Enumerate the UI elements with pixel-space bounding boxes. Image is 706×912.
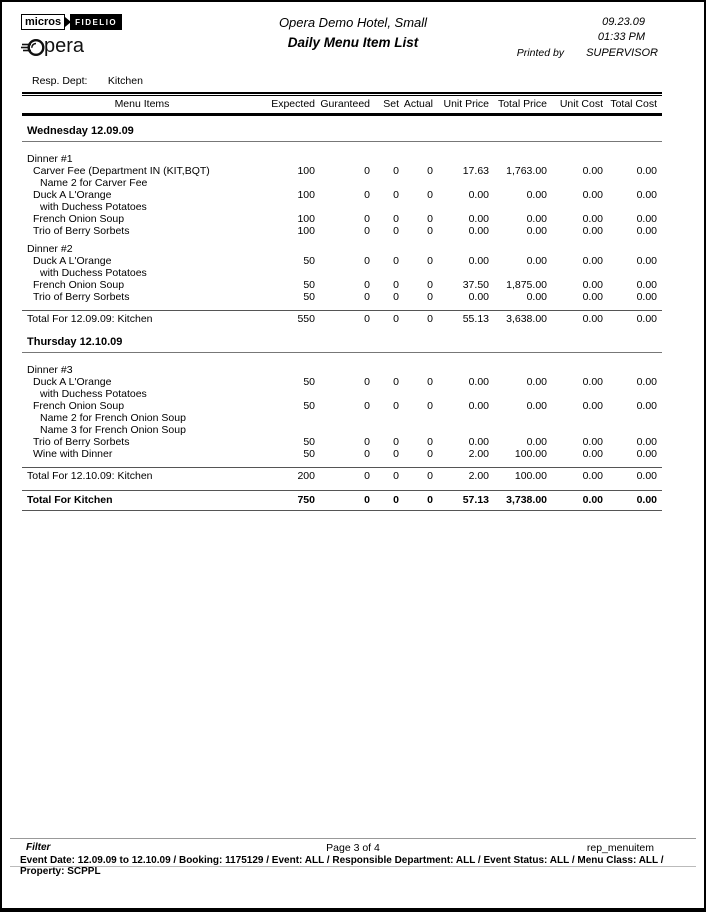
micros-logo: micros bbox=[21, 14, 65, 30]
section-total-value-7: 0.00 bbox=[582, 313, 603, 325]
menu-item-row bbox=[22, 256, 662, 267]
column-header-4: Actual bbox=[403, 98, 433, 110]
menu-item-value-1: 50 bbox=[303, 376, 315, 388]
menu-item-value-2: 0 bbox=[364, 291, 370, 303]
menu-item-value-6: 0.00 bbox=[526, 189, 547, 201]
menu-item-value-2: 0 bbox=[364, 279, 370, 291]
grand-total-value-6: 3,738.00 bbox=[506, 494, 547, 506]
section-total-row bbox=[22, 467, 662, 484]
menu-item-row-label: Carver Fee (Department IN (KIT,BQT) bbox=[33, 165, 210, 177]
menu-item-value-5: 17.63 bbox=[462, 165, 489, 177]
menu-item-value-3: 0 bbox=[393, 225, 399, 237]
menu-item-value-1: 50 bbox=[303, 291, 315, 303]
arrow-right-icon bbox=[65, 17, 71, 27]
section-total-row-label: Total For 12.09.09: Kitchen bbox=[27, 313, 153, 325]
section-total-value-2: 0 bbox=[364, 313, 370, 325]
menu-item-value-2: 0 bbox=[364, 436, 370, 448]
menu-item-row-label: Duck A L'Orange bbox=[33, 255, 112, 267]
menu-item-value-8: 0.00 bbox=[636, 376, 657, 388]
menu-item-subvalue-4 bbox=[399, 268, 433, 279]
menu-item-subname-row-label: with Duchess Potatoes bbox=[40, 201, 147, 213]
printed-by-row bbox=[428, 45, 658, 61]
menu-item-subname-row bbox=[22, 178, 662, 189]
date-section-rule bbox=[22, 141, 662, 142]
grand-total-value-8: 0.00 bbox=[636, 494, 657, 506]
print-date: 09.23.09 bbox=[602, 16, 645, 28]
hotel-name: Opera Demo Hotel, Small bbox=[278, 15, 428, 30]
resp-dept-value: Kitchen bbox=[107, 75, 143, 87]
menu-item-subvalue-4 bbox=[399, 425, 433, 436]
filter-label: Filter bbox=[26, 842, 51, 853]
menu-item-subvalue-2 bbox=[315, 178, 370, 189]
menu-item-subvalue-6 bbox=[489, 268, 547, 279]
menu-item-value-2: 0 bbox=[364, 225, 370, 237]
menu-item-value-3: 0 bbox=[393, 291, 399, 303]
menu-item-value-8: 0.00 bbox=[636, 400, 657, 412]
menu-item-value-1: 50 bbox=[303, 255, 315, 267]
date-section-heading: Wednesday 12.09.09 bbox=[27, 125, 134, 137]
menu-item-value-1: 50 bbox=[303, 279, 315, 291]
menu-item-value-1: 100 bbox=[297, 189, 315, 201]
menu-item-subvalue-7 bbox=[547, 202, 603, 213]
menu-item-value-2: 0 bbox=[364, 213, 370, 225]
section-total-value-4: 0 bbox=[427, 313, 433, 325]
menu-item-row-label: Wine with Dinner bbox=[33, 448, 113, 460]
print-time: 01:33 PM bbox=[597, 31, 645, 43]
menu-item-subvalue-1 bbox=[262, 425, 315, 436]
menu-item-value-7: 0.00 bbox=[582, 255, 603, 267]
menu-item-subvalue-7 bbox=[547, 413, 603, 424]
column-header-1: Expected bbox=[271, 98, 315, 110]
menu-item-subvalue-6 bbox=[489, 202, 547, 213]
menu-item-value-7: 0.00 bbox=[582, 448, 603, 460]
footer-top-rule bbox=[10, 838, 696, 839]
menu-group bbox=[22, 365, 662, 460]
menu-item-value-5: 0.00 bbox=[468, 400, 489, 412]
menu-item-value-4: 0 bbox=[427, 448, 433, 460]
menu-item-value-3: 0 bbox=[393, 436, 399, 448]
column-header-2: Guranteed bbox=[320, 98, 370, 110]
menu-item-value-1: 100 bbox=[297, 213, 315, 225]
grand-total-value-3: 0 bbox=[393, 494, 399, 506]
menu-item-value-7: 0.00 bbox=[582, 213, 603, 225]
menu-item-value-3: 0 bbox=[393, 165, 399, 177]
menu-item-value-1: 50 bbox=[303, 400, 315, 412]
menu-item-subvalue-8 bbox=[603, 413, 657, 424]
menu-item-subvalue-8 bbox=[603, 389, 657, 400]
menu-item-value-8: 0.00 bbox=[636, 436, 657, 448]
menu-group-title: Dinner #3 bbox=[27, 364, 73, 376]
menu-item-row bbox=[22, 401, 662, 412]
menu-item-value-8: 0.00 bbox=[636, 225, 657, 237]
menu-item-subvalue-4 bbox=[399, 178, 433, 189]
menu-item-value-8: 0.00 bbox=[636, 213, 657, 225]
section-total-value-6: 3,638.00 bbox=[506, 313, 547, 325]
menu-item-value-4: 0 bbox=[427, 291, 433, 303]
menu-item-subvalue-6 bbox=[489, 389, 547, 400]
menu-item-value-8: 0.00 bbox=[636, 279, 657, 291]
menu-item-value-8: 0.00 bbox=[636, 165, 657, 177]
menu-group bbox=[22, 154, 662, 237]
menu-item-subvalue-5 bbox=[433, 202, 489, 213]
menu-item-value-8: 0.00 bbox=[636, 291, 657, 303]
grand-total-value-4: 0 bbox=[427, 494, 433, 506]
section-total-row-label: Total For 12.10.09: Kitchen bbox=[27, 470, 153, 482]
menu-item-value-4: 0 bbox=[427, 213, 433, 225]
menu-item-value-6: 1,875.00 bbox=[506, 279, 547, 291]
menu-item-value-3: 0 bbox=[393, 448, 399, 460]
resp-dept-row bbox=[32, 75, 143, 87]
opera-logo-text: pera bbox=[44, 35, 85, 57]
page-number: Page 3 of 4 bbox=[326, 842, 380, 854]
menu-item-value-2: 0 bbox=[364, 189, 370, 201]
menu-item-value-7: 0.00 bbox=[582, 225, 603, 237]
menu-item-value-6: 0.00 bbox=[526, 400, 547, 412]
menu-item-value-5: 37.50 bbox=[462, 279, 489, 291]
section-total-value-3: 0 bbox=[393, 470, 399, 482]
menu-item-value-2: 0 bbox=[364, 255, 370, 267]
section-total-value-2: 0 bbox=[364, 470, 370, 482]
menu-item-row bbox=[22, 190, 662, 201]
menu-item-row-label: Duck A L'Orange bbox=[33, 376, 112, 388]
menu-item-subvalue-3 bbox=[370, 178, 399, 189]
menu-item-row-label: Trio of Berry Sorbets bbox=[33, 225, 130, 237]
menu-item-subvalue-5 bbox=[433, 413, 489, 424]
menu-item-subvalue-2 bbox=[315, 202, 370, 213]
menu-item-value-6: 0.00 bbox=[526, 436, 547, 448]
menu-group-title: Dinner #2 bbox=[27, 243, 73, 255]
menu-item-subvalue-5 bbox=[433, 268, 489, 279]
menu-item-subvalue-7 bbox=[547, 268, 603, 279]
menu-item-row bbox=[22, 377, 662, 388]
menu-item-subvalue-1 bbox=[262, 389, 315, 400]
grand-total-value-5: 57.13 bbox=[462, 494, 489, 506]
menu-item-row-label: Trio of Berry Sorbets bbox=[33, 436, 130, 448]
footer-bottom-rule bbox=[10, 866, 696, 867]
menu-item-value-1: 100 bbox=[297, 165, 315, 177]
menu-item-subvalue-2 bbox=[315, 268, 370, 279]
menu-item-value-5: 0.00 bbox=[468, 213, 489, 225]
column-header-5: Unit Price bbox=[443, 98, 489, 110]
menu-item-subvalue-5 bbox=[433, 389, 489, 400]
menu-item-value-3: 0 bbox=[393, 376, 399, 388]
menu-item-subvalue-1 bbox=[262, 268, 315, 279]
menu-item-subvalue-2 bbox=[315, 389, 370, 400]
printed-by-value: SUPERVISOR bbox=[586, 47, 658, 59]
menu-item-subvalue-1 bbox=[262, 413, 315, 424]
menu-item-subvalue-8 bbox=[603, 425, 657, 436]
menu-item-subvalue-8 bbox=[603, 268, 657, 279]
menu-item-value-8: 0.00 bbox=[636, 255, 657, 267]
menu-item-subvalue-4 bbox=[399, 202, 433, 213]
menu-item-row bbox=[22, 226, 662, 237]
menu-item-row-label: Trio of Berry Sorbets bbox=[33, 291, 130, 303]
menu-item-subvalue-1 bbox=[262, 178, 315, 189]
menu-item-subvalue-7 bbox=[547, 178, 603, 189]
section-total-value-8: 0.00 bbox=[636, 313, 657, 325]
menu-item-subname-row-label: Name 3 for French Onion Soup bbox=[40, 424, 186, 436]
menu-item-row-label: Duck A L'Orange bbox=[33, 189, 112, 201]
menu-item-value-1: 50 bbox=[303, 436, 315, 448]
report-title: Daily Menu Item List bbox=[287, 35, 419, 50]
menu-item-value-3: 0 bbox=[393, 400, 399, 412]
menu-item-subvalue-5 bbox=[433, 178, 489, 189]
column-header-7: Unit Cost bbox=[559, 98, 603, 110]
menu-item-subname-row bbox=[22, 389, 662, 400]
menu-item-value-3: 0 bbox=[393, 279, 399, 291]
menu-item-row bbox=[22, 292, 662, 303]
menu-item-value-7: 0.00 bbox=[582, 165, 603, 177]
grand-total-value-1: 750 bbox=[297, 494, 315, 506]
column-header-8: Total Cost bbox=[610, 98, 657, 110]
menu-item-value-5: 0.00 bbox=[468, 291, 489, 303]
table-header-row bbox=[22, 96, 662, 113]
menu-item-value-3: 0 bbox=[393, 255, 399, 267]
menu-item-value-4: 0 bbox=[427, 165, 433, 177]
menu-item-value-4: 0 bbox=[427, 400, 433, 412]
menu-item-value-4: 0 bbox=[427, 255, 433, 267]
menu-item-subvalue-7 bbox=[547, 425, 603, 436]
menu-item-value-5: 0.00 bbox=[468, 189, 489, 201]
menu-item-subvalue-3 bbox=[370, 202, 399, 213]
menu-item-subvalue-3 bbox=[370, 425, 399, 436]
menu-item-value-6: 0.00 bbox=[526, 376, 547, 388]
menu-item-table bbox=[22, 92, 662, 511]
menu-item-subvalue-1 bbox=[262, 202, 315, 213]
grand-total-value-2: 0 bbox=[364, 494, 370, 506]
menu-item-value-5: 0.00 bbox=[468, 376, 489, 388]
menu-item-value-3: 0 bbox=[393, 213, 399, 225]
grand-total-row-label: Total For Kitchen bbox=[27, 494, 113, 506]
menu-item-value-7: 0.00 bbox=[582, 189, 603, 201]
section-total-value-5: 2.00 bbox=[468, 470, 489, 482]
menu-item-value-2: 0 bbox=[364, 400, 370, 412]
menu-item-value-6: 0.00 bbox=[526, 225, 547, 237]
menu-item-subname-row bbox=[22, 202, 662, 213]
menu-group-title: Dinner #1 bbox=[27, 153, 73, 165]
menu-item-subvalue-4 bbox=[399, 413, 433, 424]
column-header-0: Menu Items bbox=[114, 98, 170, 110]
menu-item-value-7: 0.00 bbox=[582, 376, 603, 388]
menu-item-row-label: French Onion Soup bbox=[33, 213, 125, 225]
menu-item-value-2: 0 bbox=[364, 448, 370, 460]
grand-total-row bbox=[22, 490, 662, 511]
menu-item-subname-row-label: with Duchess Potatoes bbox=[40, 267, 147, 279]
menu-item-subvalue-3 bbox=[370, 268, 399, 279]
menu-item-subname-row bbox=[22, 413, 662, 424]
menu-item-value-5: 0.00 bbox=[468, 225, 489, 237]
menu-item-value-6: 0.00 bbox=[526, 255, 547, 267]
menu-item-value-1: 100 bbox=[297, 225, 315, 237]
menu-item-value-1: 50 bbox=[303, 448, 315, 460]
menu-item-subvalue-4 bbox=[399, 389, 433, 400]
printed-by-label: Printed by bbox=[516, 47, 565, 59]
menu-item-value-5: 0.00 bbox=[468, 255, 489, 267]
menu-item-subvalue-5 bbox=[433, 425, 489, 436]
section-total-row bbox=[22, 310, 662, 327]
menu-item-value-3: 0 bbox=[393, 189, 399, 201]
fidelio-logo: FIDELIO bbox=[70, 14, 122, 30]
menu-item-value-6: 100.00 bbox=[514, 448, 547, 460]
menu-item-value-8: 0.00 bbox=[636, 448, 657, 460]
menu-item-value-7: 0.00 bbox=[582, 291, 603, 303]
menu-item-subvalue-6 bbox=[489, 425, 547, 436]
menu-item-row bbox=[22, 437, 662, 448]
menu-item-row-label: French Onion Soup bbox=[33, 279, 125, 291]
menu-item-subvalue-2 bbox=[315, 413, 370, 424]
menu-item-value-4: 0 bbox=[427, 225, 433, 237]
menu-item-row bbox=[22, 280, 662, 291]
table-body bbox=[22, 125, 662, 511]
menu-item-row bbox=[22, 166, 662, 177]
menu-item-value-7: 0.00 bbox=[582, 436, 603, 448]
date-section-heading: Thursday 12.10.09 bbox=[27, 336, 123, 348]
date-section-rule bbox=[22, 352, 662, 353]
menu-item-subname-row-label: Name 2 for Carver Fee bbox=[40, 177, 148, 189]
section-total-value-4: 0 bbox=[427, 470, 433, 482]
section-total-value-3: 0 bbox=[393, 313, 399, 325]
menu-item-value-5: 0.00 bbox=[468, 436, 489, 448]
menu-group bbox=[22, 244, 662, 303]
filter-criteria-text: Event Date: 12.09.09 to 12.10.09 / Booking: 1175129 / Event: ALL / Responsible Department: ALL / Event Status: ALL / Menu Class: ALL / Property: SCPPL bbox=[20, 855, 664, 877]
section-total-value-7: 0.00 bbox=[582, 470, 603, 482]
menu-item-value-4: 0 bbox=[427, 279, 433, 291]
menu-item-value-7: 0.00 bbox=[582, 400, 603, 412]
menu-item-value-8: 0.00 bbox=[636, 189, 657, 201]
menu-item-value-2: 0 bbox=[364, 376, 370, 388]
menu-item-row bbox=[22, 214, 662, 225]
resp-dept-label: Resp. Dept: bbox=[32, 75, 88, 87]
menu-item-value-4: 0 bbox=[427, 376, 433, 388]
menu-item-subvalue-7 bbox=[547, 389, 603, 400]
grand-total-value-7: 0.00 bbox=[582, 494, 603, 506]
menu-item-value-4: 0 bbox=[427, 436, 433, 448]
menu-item-subvalue-6 bbox=[489, 413, 547, 424]
print-meta-block bbox=[428, 15, 658, 61]
section-total-value-1: 200 bbox=[297, 470, 315, 482]
section-total-value-1: 550 bbox=[297, 313, 315, 325]
menu-item-row bbox=[22, 449, 662, 460]
menu-item-subname-row-label: with Duchess Potatoes bbox=[40, 388, 147, 400]
section-total-value-5: 55.13 bbox=[462, 313, 489, 325]
menu-item-subvalue-6 bbox=[489, 178, 547, 189]
section-total-value-6: 100.00 bbox=[514, 470, 547, 482]
menu-item-subname-row bbox=[22, 425, 662, 436]
report-id: rep_menuitem bbox=[586, 842, 654, 854]
table-header-rule bbox=[22, 113, 662, 116]
menu-item-subname-row-label: Name 2 for French Onion Soup bbox=[40, 412, 186, 424]
menu-item-subvalue-2 bbox=[315, 425, 370, 436]
section-total-value-8: 0.00 bbox=[636, 470, 657, 482]
menu-item-value-6: 1,763.00 bbox=[506, 165, 547, 177]
menu-item-subvalue-3 bbox=[370, 413, 399, 424]
menu-item-subvalue-8 bbox=[603, 202, 657, 213]
menu-item-value-5: 2.00 bbox=[468, 448, 489, 460]
menu-item-row-label: French Onion Soup bbox=[33, 400, 125, 412]
menu-item-value-7: 0.00 bbox=[582, 279, 603, 291]
menu-item-value-4: 0 bbox=[427, 189, 433, 201]
menu-item-subvalue-3 bbox=[370, 389, 399, 400]
menu-item-value-2: 0 bbox=[364, 165, 370, 177]
column-header-6: Total Price bbox=[497, 98, 547, 110]
menu-item-value-6: 0.00 bbox=[526, 213, 547, 225]
menu-item-subvalue-8 bbox=[603, 178, 657, 189]
menu-item-subname-row bbox=[22, 268, 662, 279]
column-header-3: Set bbox=[383, 98, 399, 110]
menu-item-value-6: 0.00 bbox=[526, 291, 547, 303]
